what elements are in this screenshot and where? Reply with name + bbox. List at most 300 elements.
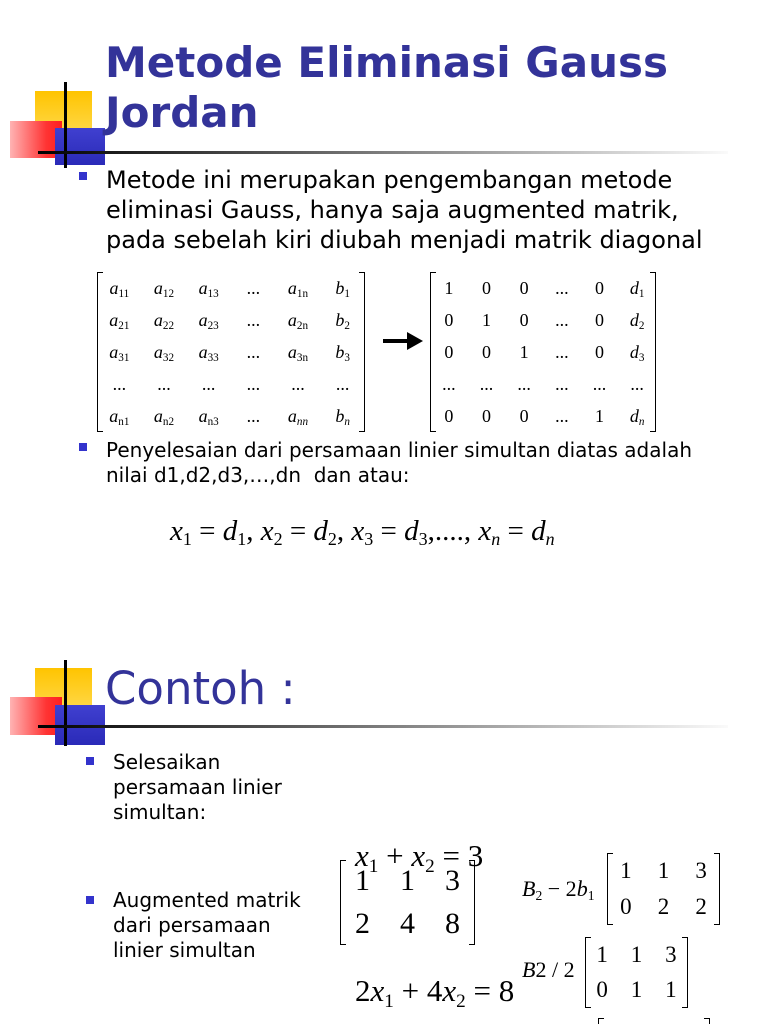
matrix-entry-symbol: a <box>198 405 208 426</box>
equation-term-symbol: d <box>222 515 238 547</box>
matrix-cell <box>97 368 142 400</box>
equation-term-symbol: x <box>170 515 183 547</box>
matrix-entry <box>335 278 350 299</box>
matrix-entry-text: ... <box>112 373 127 394</box>
equation-term-text: + 4 <box>393 973 443 1008</box>
matrix-cell <box>543 272 581 304</box>
matrix-entry-text: ... <box>246 341 261 362</box>
equation-term-text: = <box>373 515 405 547</box>
equation-term-symbol: x <box>442 973 457 1008</box>
matrix-cell <box>543 336 581 368</box>
matrix-entry-subscript: 23 <box>207 319 219 332</box>
equation-term-subscript: 2 <box>273 529 283 550</box>
matrix-cell <box>682 853 720 889</box>
matrix-entry-symbol: a <box>153 309 163 330</box>
matrix-cell <box>468 304 506 336</box>
matrix-entry-symbol: d <box>629 277 639 298</box>
matrix-entry <box>109 406 129 427</box>
matrix-entry-subscript: 13 <box>207 287 219 300</box>
equation-term-symbol: x <box>478 515 492 547</box>
matrix-cell <box>430 400 468 432</box>
equation-term-symbol: x <box>351 515 365 547</box>
row-operation-label <box>522 874 595 904</box>
equation-term-symbol: d <box>404 515 419 547</box>
matrix-cell <box>430 272 468 304</box>
matrix-cell <box>320 272 365 304</box>
matrix-entry <box>199 310 219 331</box>
matrix-cell <box>186 368 231 400</box>
matrix-entry-text: 0 <box>444 309 454 330</box>
matrix-cell <box>618 304 656 336</box>
matrix-entry-symbol: b <box>335 277 345 298</box>
matrix-entry-symbol: a <box>109 405 119 426</box>
matrix-entry-text: 1 <box>355 864 370 898</box>
matrix-entry-text: 0 <box>481 341 491 362</box>
equation-term-text: = <box>500 515 532 547</box>
matrix-cell <box>385 860 430 903</box>
matrix-cell <box>320 304 365 336</box>
matrix-cell <box>142 336 187 368</box>
matrix-entry-text: 0 <box>594 277 604 298</box>
matrix-entry-text: 0 <box>481 277 491 298</box>
matrix-entry-subscript: 21 <box>118 319 130 332</box>
matrix-entry-symbol: a <box>198 309 208 330</box>
equation-term-subscript: 2 <box>425 855 435 877</box>
matrix-entry-text: 0 <box>519 405 529 426</box>
equation-term-subscript: n <box>491 529 501 550</box>
matrix-entry-text: ... <box>555 405 569 426</box>
matrix-entry <box>154 278 174 299</box>
matrix-entry <box>154 406 174 427</box>
bullet-text-line: Augmented matrik <box>113 888 301 912</box>
matrix-cell <box>619 937 653 973</box>
equation-term-text: = <box>191 515 223 547</box>
matrix-entry-text: 0 <box>594 341 604 362</box>
matrix-entry-subscript: n <box>344 415 350 428</box>
matrix-partial-cutoff <box>598 1018 710 1024</box>
matrix-cell <box>320 368 365 400</box>
equation-term-subscript: 2 <box>535 888 543 904</box>
equation-term-symbol: B <box>522 876 536 901</box>
matrix-cell <box>618 336 656 368</box>
matrix-cell <box>618 272 656 304</box>
matrix-entry-subscript: 2n <box>296 319 309 332</box>
matrix-cell <box>385 903 430 946</box>
equation-term <box>313 515 337 550</box>
equation-term-symbol: b <box>576 876 588 901</box>
matrix-cell <box>654 973 688 1009</box>
matrix-entry-text: 1 <box>620 858 632 883</box>
matrix-entry-subscript: 33 <box>207 351 219 364</box>
matrix-cell <box>505 368 543 400</box>
matrix-entry-subscript: 2 <box>638 319 645 332</box>
step1-matrix <box>607 853 720 925</box>
matrix-entry <box>109 310 129 331</box>
matrix-entry-symbol: a <box>153 405 163 426</box>
matrix-entry-text: 0 <box>444 341 454 362</box>
equation <box>355 968 514 1013</box>
equation-term-text: , <box>246 515 261 547</box>
matrix-entry <box>109 278 129 299</box>
bullet-text-line: Penyelesaian dari persamaan linier simultan diatas adalah <box>106 438 692 462</box>
matrix-entry-text: 0 <box>620 894 632 919</box>
equation-term-text: 2 <box>355 973 371 1008</box>
matrix-cell <box>231 272 276 304</box>
matrix-entry <box>109 342 129 363</box>
equation-term <box>478 515 501 550</box>
equation-term <box>351 515 374 550</box>
bullet-text-line: Metode ini merupakan pengembangan metode <box>106 166 673 194</box>
matrix-entry-text: ... <box>479 373 494 394</box>
equation-term-subscript: 1 <box>587 888 595 904</box>
matrix-entry <box>630 406 645 427</box>
matrix-entry <box>288 406 308 427</box>
matrix-entry-symbol: d <box>629 405 639 426</box>
matrix-entry <box>335 310 350 331</box>
equation-term-symbol: x <box>355 838 369 873</box>
matrix-entry-symbol: a <box>153 277 163 298</box>
matrix-cell <box>142 368 187 400</box>
matrix-right-bracket <box>704 1018 710 1024</box>
equation-term-subscript: n <box>545 529 555 550</box>
equation-term <box>576 876 595 904</box>
equation-term-symbol: d <box>313 515 328 547</box>
matrix-entry-subscript: 31 <box>118 351 130 364</box>
matrix-entry-text: ... <box>246 373 261 394</box>
equation-term-symbol: x <box>260 515 274 547</box>
matrix-entry-text: 1 <box>630 941 643 967</box>
matrix-entry-text: 1 <box>630 977 643 1003</box>
matrix-entry <box>288 342 308 363</box>
matrix-entry-symbol: a <box>287 405 297 426</box>
matrix-cell <box>430 368 468 400</box>
matrix-entry-symbol: b <box>335 405 345 426</box>
title-underline <box>38 151 728 154</box>
matrix-entry-text: 3 <box>665 941 677 967</box>
matrix-cell <box>276 400 321 432</box>
matrix-entry-symbol: b <box>335 341 345 362</box>
matrix-cell <box>543 368 581 400</box>
matrix-cell <box>97 304 142 336</box>
matrix-entry-text: 3 <box>695 858 707 883</box>
matrix-cell <box>543 400 581 432</box>
matrix-cell <box>186 272 231 304</box>
matrix-cell <box>430 903 475 946</box>
equation-term <box>522 957 535 982</box>
equation-term-text: 2 / 2 <box>535 957 575 982</box>
matrix-entry-symbol: a <box>109 341 119 362</box>
bullet-text-line: nilai d1,d2,d3,…,dn dan atau: <box>106 463 410 487</box>
matrix-cell <box>97 336 142 368</box>
matrix-entry-subscript: 1 <box>344 287 350 300</box>
matrix-cell <box>581 368 619 400</box>
matrix-grid <box>340 860 475 945</box>
equation-term-subscript: 1 <box>368 855 379 877</box>
equation-term-symbol: B <box>522 957 536 982</box>
matrix-entry-subscript: 12 <box>162 287 175 300</box>
matrix-entry-subscript: 1 <box>638 287 645 300</box>
decor-vertical-line <box>64 82 67 168</box>
matrix-entry-subscript: 3 <box>638 351 645 364</box>
matrix-entry-text: ... <box>555 341 569 362</box>
equation-term-subscript: 3 <box>418 529 428 550</box>
matrix-cell <box>543 304 581 336</box>
equation-term-symbol: d <box>531 515 546 547</box>
matrix-entry-symbol: a <box>287 309 297 330</box>
equation-term-subscript: 1 <box>384 990 394 1012</box>
matrix-cell <box>320 400 365 432</box>
equation-term-subscript: 2 <box>327 529 337 550</box>
bullet-text <box>113 750 282 825</box>
matrix-entry-text: 2 <box>695 894 707 919</box>
matrix-entry-text: ... <box>555 277 569 298</box>
matrix-entry-symbol: d <box>629 309 639 330</box>
equation-term <box>404 515 428 550</box>
matrix-entry-text: ... <box>335 373 350 394</box>
matrix-cell <box>142 272 187 304</box>
bullet-text-line: persamaan linier <box>113 775 282 799</box>
matrix-entry-symbol: b <box>335 309 345 330</box>
matrix-entry-subscript: 3n <box>296 351 309 364</box>
matrix-cell <box>320 336 365 368</box>
matrix-cell <box>276 272 321 304</box>
square-bullet-icon <box>79 172 87 180</box>
square-bullet-icon <box>86 896 94 904</box>
matrix-cell <box>430 304 468 336</box>
square-bullet-icon <box>79 443 87 451</box>
matrix-entry-subscript: n2 <box>162 415 175 428</box>
matrix-entry <box>288 310 308 331</box>
matrix-cell <box>581 336 619 368</box>
augmented-matrix <box>340 860 475 945</box>
matrix-cell <box>654 937 688 973</box>
matrix-cell <box>231 368 276 400</box>
matrix-entry-text: 1 <box>481 309 491 330</box>
matrix-entry-text: ... <box>201 373 216 394</box>
matrix-cell <box>468 272 506 304</box>
matrix-grid <box>97 272 365 432</box>
matrix-entry <box>154 310 174 331</box>
matrix-entry-subscript: n1 <box>118 415 130 428</box>
matrix-grid <box>585 937 688 1008</box>
equation-term-text: = 3 <box>434 838 484 873</box>
matrix-cell <box>186 400 231 432</box>
matrix-entry <box>288 278 308 299</box>
matrix-cell <box>468 368 506 400</box>
matrix-grid <box>430 272 656 432</box>
matrix-entry-text: ... <box>592 373 607 394</box>
matrix-entry <box>630 342 645 363</box>
matrix-cell <box>607 889 645 925</box>
matrix-entry-subscript: 1n <box>296 287 309 300</box>
matrix-entry <box>630 310 645 331</box>
equation-term-subscript: 3 <box>364 529 374 550</box>
equation-term <box>222 515 247 550</box>
matrix-entry-text: 1 <box>444 277 454 298</box>
decor-vertical-line <box>64 660 67 746</box>
equation-term-symbol: x <box>411 838 426 873</box>
matrix-cell <box>142 400 187 432</box>
matrix-cell <box>276 368 321 400</box>
matrix-entry <box>335 406 350 427</box>
matrix-entry-text: 1 <box>665 977 677 1003</box>
matrix-entry-subscript: n3 <box>207 415 219 428</box>
matrix-entry-symbol: a <box>198 341 208 362</box>
matrix-entry-text: 3 <box>445 864 460 898</box>
right-arrow-icon <box>381 329 425 353</box>
equation-term <box>170 515 192 550</box>
matrix-grid <box>607 853 720 925</box>
square-bullet-icon <box>86 757 94 765</box>
bullet-text <box>113 888 301 963</box>
matrix-cell <box>585 937 619 973</box>
equation-term-text: + <box>378 838 412 873</box>
matrix-cell <box>430 860 475 903</box>
matrix-cell <box>581 272 619 304</box>
matrix-entry-subscript: 3 <box>344 351 350 364</box>
equation-term-text: − 2 <box>542 876 577 901</box>
matrix-entry-symbol: a <box>287 341 297 362</box>
bullet-text-line: Selesaikan <box>113 750 221 774</box>
matrix-cell <box>505 272 543 304</box>
equation-term <box>522 876 543 904</box>
equation-term-subscript: 1 <box>182 529 192 550</box>
bullet-text <box>106 438 692 488</box>
matrix-entry-text: ... <box>517 373 531 394</box>
solution-equation <box>170 511 555 551</box>
matrix-cell <box>340 903 385 946</box>
matrix-entry-text: 0 <box>519 277 529 298</box>
matrix-entry-text: 1 <box>594 405 604 426</box>
matrix-cell <box>645 853 683 889</box>
matrix-entry-text: ... <box>442 373 456 394</box>
bullet-text-line: eliminasi Gauss, hanya saja augmented matrik, <box>106 196 679 224</box>
matrix-entry <box>335 342 350 363</box>
matrix-cell <box>468 336 506 368</box>
matrix-entry <box>154 342 174 363</box>
matrix-entry-subscript: 11 <box>118 287 130 300</box>
equation-term-subscript: 2 <box>456 990 466 1012</box>
matrix-entry-text: ... <box>291 373 305 394</box>
equation-term <box>531 515 555 550</box>
matrix-cell <box>607 853 645 889</box>
matrix-cell <box>505 304 543 336</box>
matrix-entry-text: 0 <box>519 309 529 330</box>
matrix-entry-text: 0 <box>596 977 608 1003</box>
augmented-matrix-general <box>97 272 365 432</box>
matrix-entry-text: ... <box>157 373 171 394</box>
matrix-cell <box>585 973 619 1009</box>
matrix-entry <box>199 342 219 363</box>
matrix-cell <box>142 304 187 336</box>
matrix-entry-text: 4 <box>400 906 415 940</box>
bullet-text-line: dari persamaan <box>113 913 271 937</box>
matrix-entry-text: ... <box>555 309 569 330</box>
equation-term <box>442 973 466 1012</box>
matrix-entry-symbol: d <box>629 341 639 362</box>
matrix-cell <box>97 400 142 432</box>
matrix-entry-subscript: 22 <box>162 319 175 332</box>
equation-term-symbol: x <box>370 973 385 1008</box>
slide-contoh <box>0 620 768 1024</box>
matrix-cell <box>505 336 543 368</box>
matrix-cell <box>682 889 720 925</box>
matrix-entry-text: ... <box>246 277 261 298</box>
matrix-entry-text: 2 <box>355 906 370 940</box>
equation-term-text: , <box>336 515 352 547</box>
matrix-cell <box>340 860 385 903</box>
bullet-text-line: pada sebelah kiri diubah menjadi matrik diagonal <box>106 226 703 254</box>
equation-term-subscript: 1 <box>237 529 247 550</box>
matrix-cell <box>231 336 276 368</box>
matrix-cell <box>186 304 231 336</box>
matrix-entry-text: 0 <box>481 405 491 426</box>
matrix-entry-symbol: a <box>109 309 119 330</box>
matrix-cell <box>186 336 231 368</box>
matrix-entry-text: 8 <box>445 906 460 940</box>
matrix-entry-symbol: a <box>109 277 119 298</box>
matrix-cell <box>618 400 656 432</box>
diagonal-matrix <box>430 272 656 432</box>
matrix-cell <box>581 304 619 336</box>
matrix-entry-subscript: nn <box>296 415 309 428</box>
matrix-entry-symbol: a <box>287 277 297 298</box>
matrix-entry-subscript: n <box>638 415 645 428</box>
matrix-left-bracket <box>598 1018 604 1024</box>
bullet-text <box>106 165 703 255</box>
title-underline <box>38 725 728 728</box>
equation-term-text: = 8 <box>465 973 515 1008</box>
matrix-cell <box>581 400 619 432</box>
matrix-entry-text: 0 <box>444 405 454 426</box>
matrix-cell <box>618 368 656 400</box>
equation-term-text: ,...., <box>427 515 479 547</box>
decor-blue-square <box>55 128 105 165</box>
slide-title: Metode Eliminasi Gauss Jordan <box>105 38 669 137</box>
matrix-cell <box>276 336 321 368</box>
row-operation-label <box>522 955 575 985</box>
bullet-text-line: linier simultan <box>113 938 256 962</box>
equation-term <box>260 515 283 550</box>
matrix-entry-subscript: 32 <box>162 351 175 364</box>
matrix-entry-symbol: a <box>153 341 163 362</box>
matrix-cell <box>231 400 276 432</box>
matrix-cell <box>430 336 468 368</box>
matrix-entry-text: 1 <box>400 864 415 898</box>
matrix-cell <box>505 400 543 432</box>
bullet-text-line: simultan: <box>113 800 207 824</box>
matrix-entry-text: 2 <box>657 894 670 919</box>
matrix-cell <box>619 973 653 1009</box>
matrix-entry-subscript: 2 <box>344 319 350 332</box>
slide-title: Contoh : <box>105 662 296 715</box>
matrix-cell <box>276 304 321 336</box>
matrix-entry-text: ... <box>246 405 261 426</box>
step2-matrix <box>585 937 688 1008</box>
matrix-entry <box>199 278 219 299</box>
matrix-cell <box>97 272 142 304</box>
matrix-entry-text: ... <box>555 373 569 394</box>
matrix-entry-symbol: a <box>198 277 208 298</box>
matrix-cell <box>231 304 276 336</box>
matrix-cell <box>645 889 683 925</box>
matrix-entry <box>630 278 645 299</box>
equation-term-text: = <box>282 515 314 547</box>
equation-term <box>370 973 394 1012</box>
matrix-entry-text: ... <box>630 373 644 394</box>
matrix-cell <box>468 400 506 432</box>
matrix-entry-text: 1 <box>657 858 670 883</box>
